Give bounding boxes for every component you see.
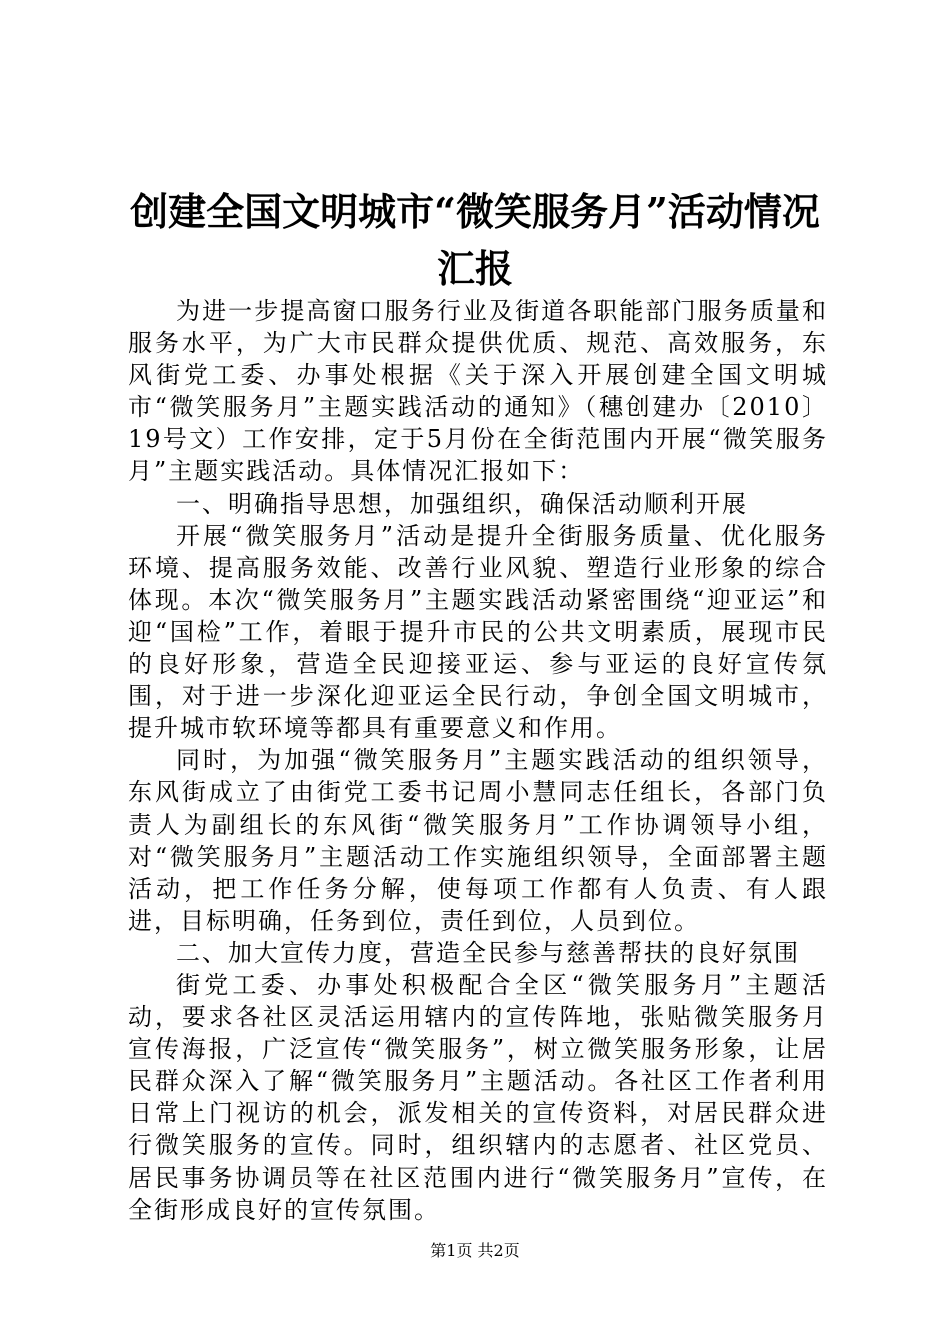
document-body: [128, 295, 828, 1226]
document-title: 创建全国文明城市“微笑服务月”活动情况汇报: [130, 189, 820, 291]
intro-paragraph: 为进一步提高窗口服务行业及街道各职能部门服务质量和服务水平，为广大市民群众提供优质、规范、高效服务，东风街党工委、办事处根据《关于深入开展创建全国文明城市“微笑服务月”主题实践活动的通知》（穗创建办〔2010〕19号文）工作安排，定于5月份在全街范围内开展“微笑服务月”主题实践活动。具体情况汇报如下：: [128, 297, 828, 486]
section-heading-2: 二、加大宣传力度，营造全民参与慈善帮扶的良好氛围: [176, 938, 800, 967]
page-number-footer: 第1页 共2页: [430, 1241, 520, 1260]
section-heading-1: 一、明确指导思想，加强组织，确保活动顺利开展: [176, 489, 748, 518]
section-1-paragraph-1: 开展“微笑服务月”活动是提升全街服务质量、优化服务环境、提高服务效能、改善行业风貌、塑造行业形象的综合体现。本次“微笑服务月”主题实践活动紧密围绕“迎亚运”和迎“国检”工作，着眼于提升市民的公共文明素质，展现市民的良好形象，营造全民迎接亚运、参与亚运的良好宣传氛围，对于进一步深化迎亚运全民行动，争创全国文明城市，提升城市软环境等都具有重要意义和作用。: [128, 521, 828, 743]
section-2-paragraph-1: 街党工委、办事处积极配合全区“微笑服务月”主题活动，要求各社区灵活运用辖内的宣传阵地，张贴微笑服务月宣传海报，广泛宣传“微笑服务”，树立微笑服务形象，让居民群众深入了解“微笑服务月”主题活动。各社区工作者利用日常上门视访的机会，派发相关的宣传资料，对居民群众进行微笑服务的宣传。同时，组织辖内的志愿者、社区党员、居民事务协调员等在社区范围内进行“微笑服务月”宣传，在全街形成良好的宣传氛围。: [128, 970, 828, 1224]
section-1-paragraph-2: 同时，为加强“微笑服务月”主题实践活动的组织领导，东风街成立了由街党工委书记周小慧同志任组长，各部门负责人为副组长的东风街“微笑服务月”工作协调领导小组，对“微笑服务月”主题活动工作实施组织领导，全面部署主题活动，把工作任务分解，使每项工作都有人负责、有人跟进，目标明确，任务到位，责任到位，人员到位。: [128, 746, 828, 935]
